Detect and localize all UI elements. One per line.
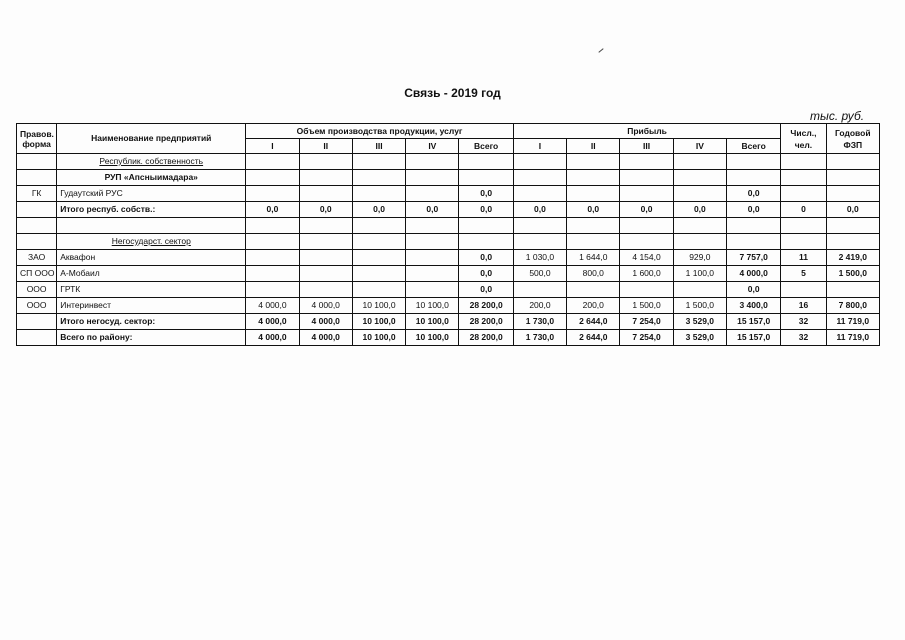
cell-value: 28 200,0 [459,298,513,314]
cell-value [513,234,566,250]
cell-value [406,282,459,298]
cell-value: 32 [781,330,826,346]
cell-name [57,218,246,234]
table-body [17,154,880,346]
cell-value [513,170,566,186]
cell-value [406,250,459,266]
cell-value: 0,0 [406,202,459,218]
cell-value: 4 000,0 [246,298,299,314]
cell-value: 28 200,0 [459,314,513,330]
cell-value [246,186,299,202]
cell-value [299,250,352,266]
cell-value: 5 [781,266,826,282]
cell-value [299,282,352,298]
cell-form [17,154,57,170]
cell-value [781,218,826,234]
cell-form: СП ООО [17,266,57,282]
cell-value [567,170,620,186]
cell-value [781,154,826,170]
table-row [17,218,880,234]
cell-value [299,154,352,170]
cell-value [459,154,513,170]
report-table [16,123,880,346]
cell-value: 0,0 [299,202,352,218]
header-profit: Прибыль [513,124,781,139]
cell-value: 4 000,0 [299,314,352,330]
table-row [17,282,880,298]
cell-value [406,218,459,234]
cell-value: 0,0 [826,202,879,218]
table-row [17,170,880,186]
table-row [17,202,880,218]
pen-mark [598,48,603,53]
cell-form: ЗАО [17,250,57,266]
table-row [17,298,880,314]
page-title: Связь - 2019 год [404,86,501,100]
cell-value [781,186,826,202]
cell-value: 4 000,0 [246,330,299,346]
cell-value [352,234,405,250]
cell-value [673,282,726,298]
cell-value: 0 [781,202,826,218]
cell-value: 10 100,0 [352,298,405,314]
cell-value [352,218,405,234]
cell-value [459,234,513,250]
cell-value: 7 800,0 [826,298,879,314]
cell-value: 1 644,0 [567,250,620,266]
cell-name: Аквафон [57,250,246,266]
cell-value [246,154,299,170]
table-row [17,330,880,346]
cell-value [620,154,673,170]
cell-value [727,154,781,170]
cell-value: 1 500,0 [620,298,673,314]
cell-value [673,170,726,186]
cell-name: Итого респуб. собств.: [57,202,246,218]
cell-value [567,154,620,170]
cell-value [299,234,352,250]
cell-form [17,314,57,330]
cell-value: 0,0 [459,186,513,202]
cell-value: 1 730,0 [513,330,566,346]
cell-value [567,234,620,250]
cell-value: 7 757,0 [727,250,781,266]
cell-value [826,170,879,186]
cell-value: 0,0 [352,202,405,218]
header-profit-q1: I [513,139,566,154]
cell-value: 200,0 [513,298,566,314]
cell-value: 1 600,0 [620,266,673,282]
cell-value: 0,0 [459,282,513,298]
cell-value [727,170,781,186]
cell-value [459,218,513,234]
cell-name: Гудаутский РУС [57,186,246,202]
cell-value [727,218,781,234]
cell-value [620,186,673,202]
header-prod-total: Всего [459,139,513,154]
cell-value: 0,0 [567,202,620,218]
cell-value [352,250,405,266]
cell-value [352,186,405,202]
cell-value: 3 529,0 [673,314,726,330]
cell-value [781,170,826,186]
table-row [17,314,880,330]
header-profit-q2: II [567,139,620,154]
cell-value: 1 100,0 [673,266,726,282]
cell-value: 10 100,0 [352,314,405,330]
cell-value [352,266,405,282]
cell-value: 4 000,0 [727,266,781,282]
cell-value [620,218,673,234]
cell-value: 11 [781,250,826,266]
cell-value: 929,0 [673,250,726,266]
cell-value [299,218,352,234]
cell-value: 1 500,0 [826,266,879,282]
cell-value: 11 719,0 [826,314,879,330]
cell-value: 0,0 [459,266,513,282]
cell-name: ГРТК [57,282,246,298]
cell-name: Интеринвест [57,298,246,314]
cell-value [673,154,726,170]
cell-value [406,154,459,170]
cell-form [17,234,57,250]
cell-value: 28 200,0 [459,330,513,346]
header-employees: Числ., чел. [781,124,826,154]
header-prod-q1: I [246,139,299,154]
table-row [17,186,880,202]
cell-value [352,282,405,298]
cell-value: 15 157,0 [727,330,781,346]
cell-value: 200,0 [567,298,620,314]
cell-value [620,282,673,298]
cell-name: Итого негосуд. сектор: [57,314,246,330]
cell-value: 7 254,0 [620,330,673,346]
cell-value [352,170,405,186]
cell-value: 0,0 [513,202,566,218]
cell-value: 0,0 [673,202,726,218]
cell-value: 800,0 [567,266,620,282]
cell-value: 0,0 [246,202,299,218]
cell-value: 2 644,0 [567,330,620,346]
cell-value [246,170,299,186]
cell-value [406,234,459,250]
cell-name: Всего по району: [57,330,246,346]
header-form: Правов. форма [17,124,57,154]
cell-value [826,282,879,298]
header-profit-total: Всего [727,139,781,154]
cell-value [620,234,673,250]
cell-value [781,234,826,250]
table-row [17,250,880,266]
cell-form: ООО [17,282,57,298]
cell-value: 0,0 [620,202,673,218]
cell-value [299,266,352,282]
cell-name: А-Мобаил [57,266,246,282]
cell-value [727,234,781,250]
cell-value: 4 154,0 [620,250,673,266]
cell-value [246,234,299,250]
cell-value: 1 730,0 [513,314,566,330]
cell-value: 2 419,0 [826,250,879,266]
table-row [17,234,880,250]
header-prod-q2: II [299,139,352,154]
cell-value: 0,0 [727,282,781,298]
cell-value [352,154,405,170]
cell-value: 3 400,0 [727,298,781,314]
cell-value [673,218,726,234]
cell-value: 0,0 [459,250,513,266]
cell-value: 500,0 [513,266,566,282]
cell-value [299,170,352,186]
cell-value [673,186,726,202]
cell-value [513,154,566,170]
cell-value [826,154,879,170]
cell-value [826,186,879,202]
cell-value [406,186,459,202]
cell-value [826,218,879,234]
cell-value: 1 030,0 [513,250,566,266]
cell-name: РУП «Апсныимадара» [57,170,246,186]
header-profit-q4: IV [673,139,726,154]
cell-value [459,170,513,186]
cell-value [513,282,566,298]
cell-form: ООО [17,298,57,314]
cell-value [246,282,299,298]
cell-value [567,218,620,234]
cell-value: 10 100,0 [352,330,405,346]
cell-value: 16 [781,298,826,314]
cell-value: 11 719,0 [826,330,879,346]
cell-value [673,234,726,250]
cell-form [17,202,57,218]
cell-value: 7 254,0 [620,314,673,330]
cell-value: 4 000,0 [299,298,352,314]
cell-value: 10 100,0 [406,314,459,330]
cell-value: 1 500,0 [673,298,726,314]
header-payroll: Годовой ФЗП [826,124,879,154]
cell-value: 2 644,0 [567,314,620,330]
cell-name: Негосударст. сектор [57,234,246,250]
cell-value [246,218,299,234]
cell-value [513,218,566,234]
header-prod-q3: III [352,139,405,154]
cell-value: 3 529,0 [673,330,726,346]
cell-value [406,266,459,282]
table-row [17,154,880,170]
cell-value [299,186,352,202]
cell-value [826,234,879,250]
header-name: Наименование предприятий [57,124,246,154]
cell-value [567,282,620,298]
cell-value: 0,0 [459,202,513,218]
cell-value: 15 157,0 [727,314,781,330]
cell-form [17,218,57,234]
cell-value: 32 [781,314,826,330]
cell-value: 10 100,0 [406,298,459,314]
units-label: тыс. руб. [810,109,865,123]
header-production: Объем производства продукции, услуг [246,124,514,139]
cell-value [513,186,566,202]
header-profit-q3: III [620,139,673,154]
header-prod-q4: IV [406,139,459,154]
table-row [17,266,880,282]
cell-value [781,282,826,298]
cell-form: ГК [17,186,57,202]
cell-value [246,250,299,266]
cell-form [17,330,57,346]
cell-form [17,170,57,186]
cell-value [567,186,620,202]
cell-value: 4 000,0 [246,314,299,330]
cell-value: 0,0 [727,202,781,218]
cell-value [406,170,459,186]
cell-value [246,266,299,282]
cell-name: Республик. собственность [57,154,246,170]
cell-value [620,170,673,186]
cell-value: 0,0 [727,186,781,202]
cell-value: 10 100,0 [406,330,459,346]
cell-value: 4 000,0 [299,330,352,346]
